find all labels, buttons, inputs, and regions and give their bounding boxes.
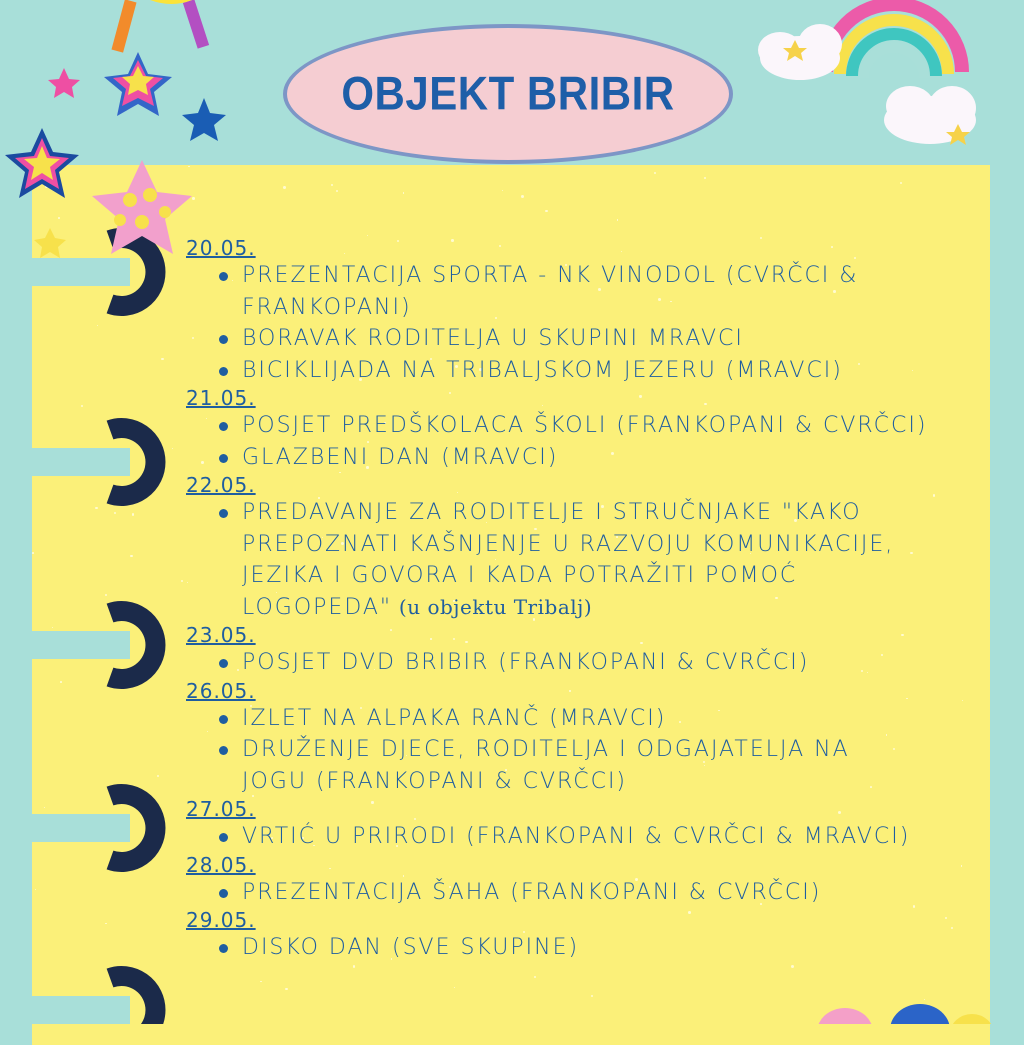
schedule-item-line: PREZENTACIJA SPORTA - NK VINODOL (CVRČCI & <box>242 263 859 288</box>
schedule-item-line: GLAZBENI DAN (MRAVCI) <box>242 444 559 470</box>
star-icon <box>5 52 226 258</box>
schedule-date: 20.05. <box>186 236 256 260</box>
page-title: OBJEKT BRIBIR <box>341 67 675 120</box>
schedule-item <box>186 355 1006 387</box>
title-oval <box>283 24 733 164</box>
schedule-item <box>186 410 1006 442</box>
schedule-date: 23.05. <box>186 623 256 647</box>
schedule-item-note: (u objektu Tribalj) <box>392 594 593 619</box>
rainbow-icon <box>826 4 962 78</box>
schedule-item <box>186 703 1006 735</box>
schedule-item-line: BICIKLIJADA NA TRIBALJSKOM JEZERU (MRAVCI) <box>242 357 843 383</box>
schedule-item-line: PREZENTACIJA ŠAHA (FRANKOPANI & CVRČCI) <box>242 879 822 905</box>
schedule-item-line: JOGU (FRANKOPANI & CVRČCI) <box>242 768 628 794</box>
schedule-item-line: BORAVAK RODITELJA U SKUPINI MRAVCI <box>242 326 744 351</box>
schedule-item-line: DISKO DAN (SVE SKUPINE) <box>242 935 580 960</box>
schedule-date: 22.05. <box>186 473 256 497</box>
schedule-item <box>186 323 1006 355</box>
schedule-item-line: POSJET PREDŠKOLACA ŠKOLI (FRANKOPANI & CVRČCI) <box>242 413 928 438</box>
schedule-item-line: PREPOZNATI KAŠNJENJE U RAZVOJU KOMUNIKACIJE, <box>242 531 895 557</box>
schedule-date: 21.05. <box>186 386 256 410</box>
schedule-item <box>186 734 1006 797</box>
schedule-item <box>186 260 1006 323</box>
schedule-item-line: POSJET DVD BRIBIR (FRANKOPANI & CVRČCI) <box>242 650 810 675</box>
schedule-item-line: IZLET NA ALPAKA RANČ (MRAVCI) <box>242 705 667 731</box>
schedule-item <box>186 442 1006 474</box>
schedule-item-line: DRUŽENJE DJECE, RODITELJA I ODGAJATELJA NA <box>242 737 850 762</box>
schedule-item-line: LOGOPEDA" <box>242 594 393 620</box>
schedule-date: 27.05. <box>186 797 256 821</box>
balloon-icon <box>817 1004 994 1024</box>
schedule-list <box>186 236 1006 964</box>
schedule-item-line: FRANKOPANI) <box>242 294 412 320</box>
schedule-item <box>186 877 1006 909</box>
schedule-date: 28.05. <box>186 852 256 877</box>
schedule-item-line: JEZIKA I GOVORA I KADA POTRAŽITI POMOĆ <box>242 563 798 588</box>
schedule-item <box>186 647 1006 679</box>
schedule-item <box>186 497 1006 623</box>
schedule-item-line: PREDAVANJE ZA RODITELJE I STRUČNJAKE "KAKO <box>242 500 862 525</box>
schedule-date: 29.05. <box>186 908 256 932</box>
sun-icon <box>111 0 209 53</box>
schedule-item <box>186 932 1006 964</box>
schedule-item <box>186 821 1006 853</box>
schedule-item-line: VRTIĆ U PRIRODI (FRANKOPANI & CVRČCI & MRAVCI) <box>242 824 911 849</box>
schedule-date: 26.05. <box>186 678 256 703</box>
